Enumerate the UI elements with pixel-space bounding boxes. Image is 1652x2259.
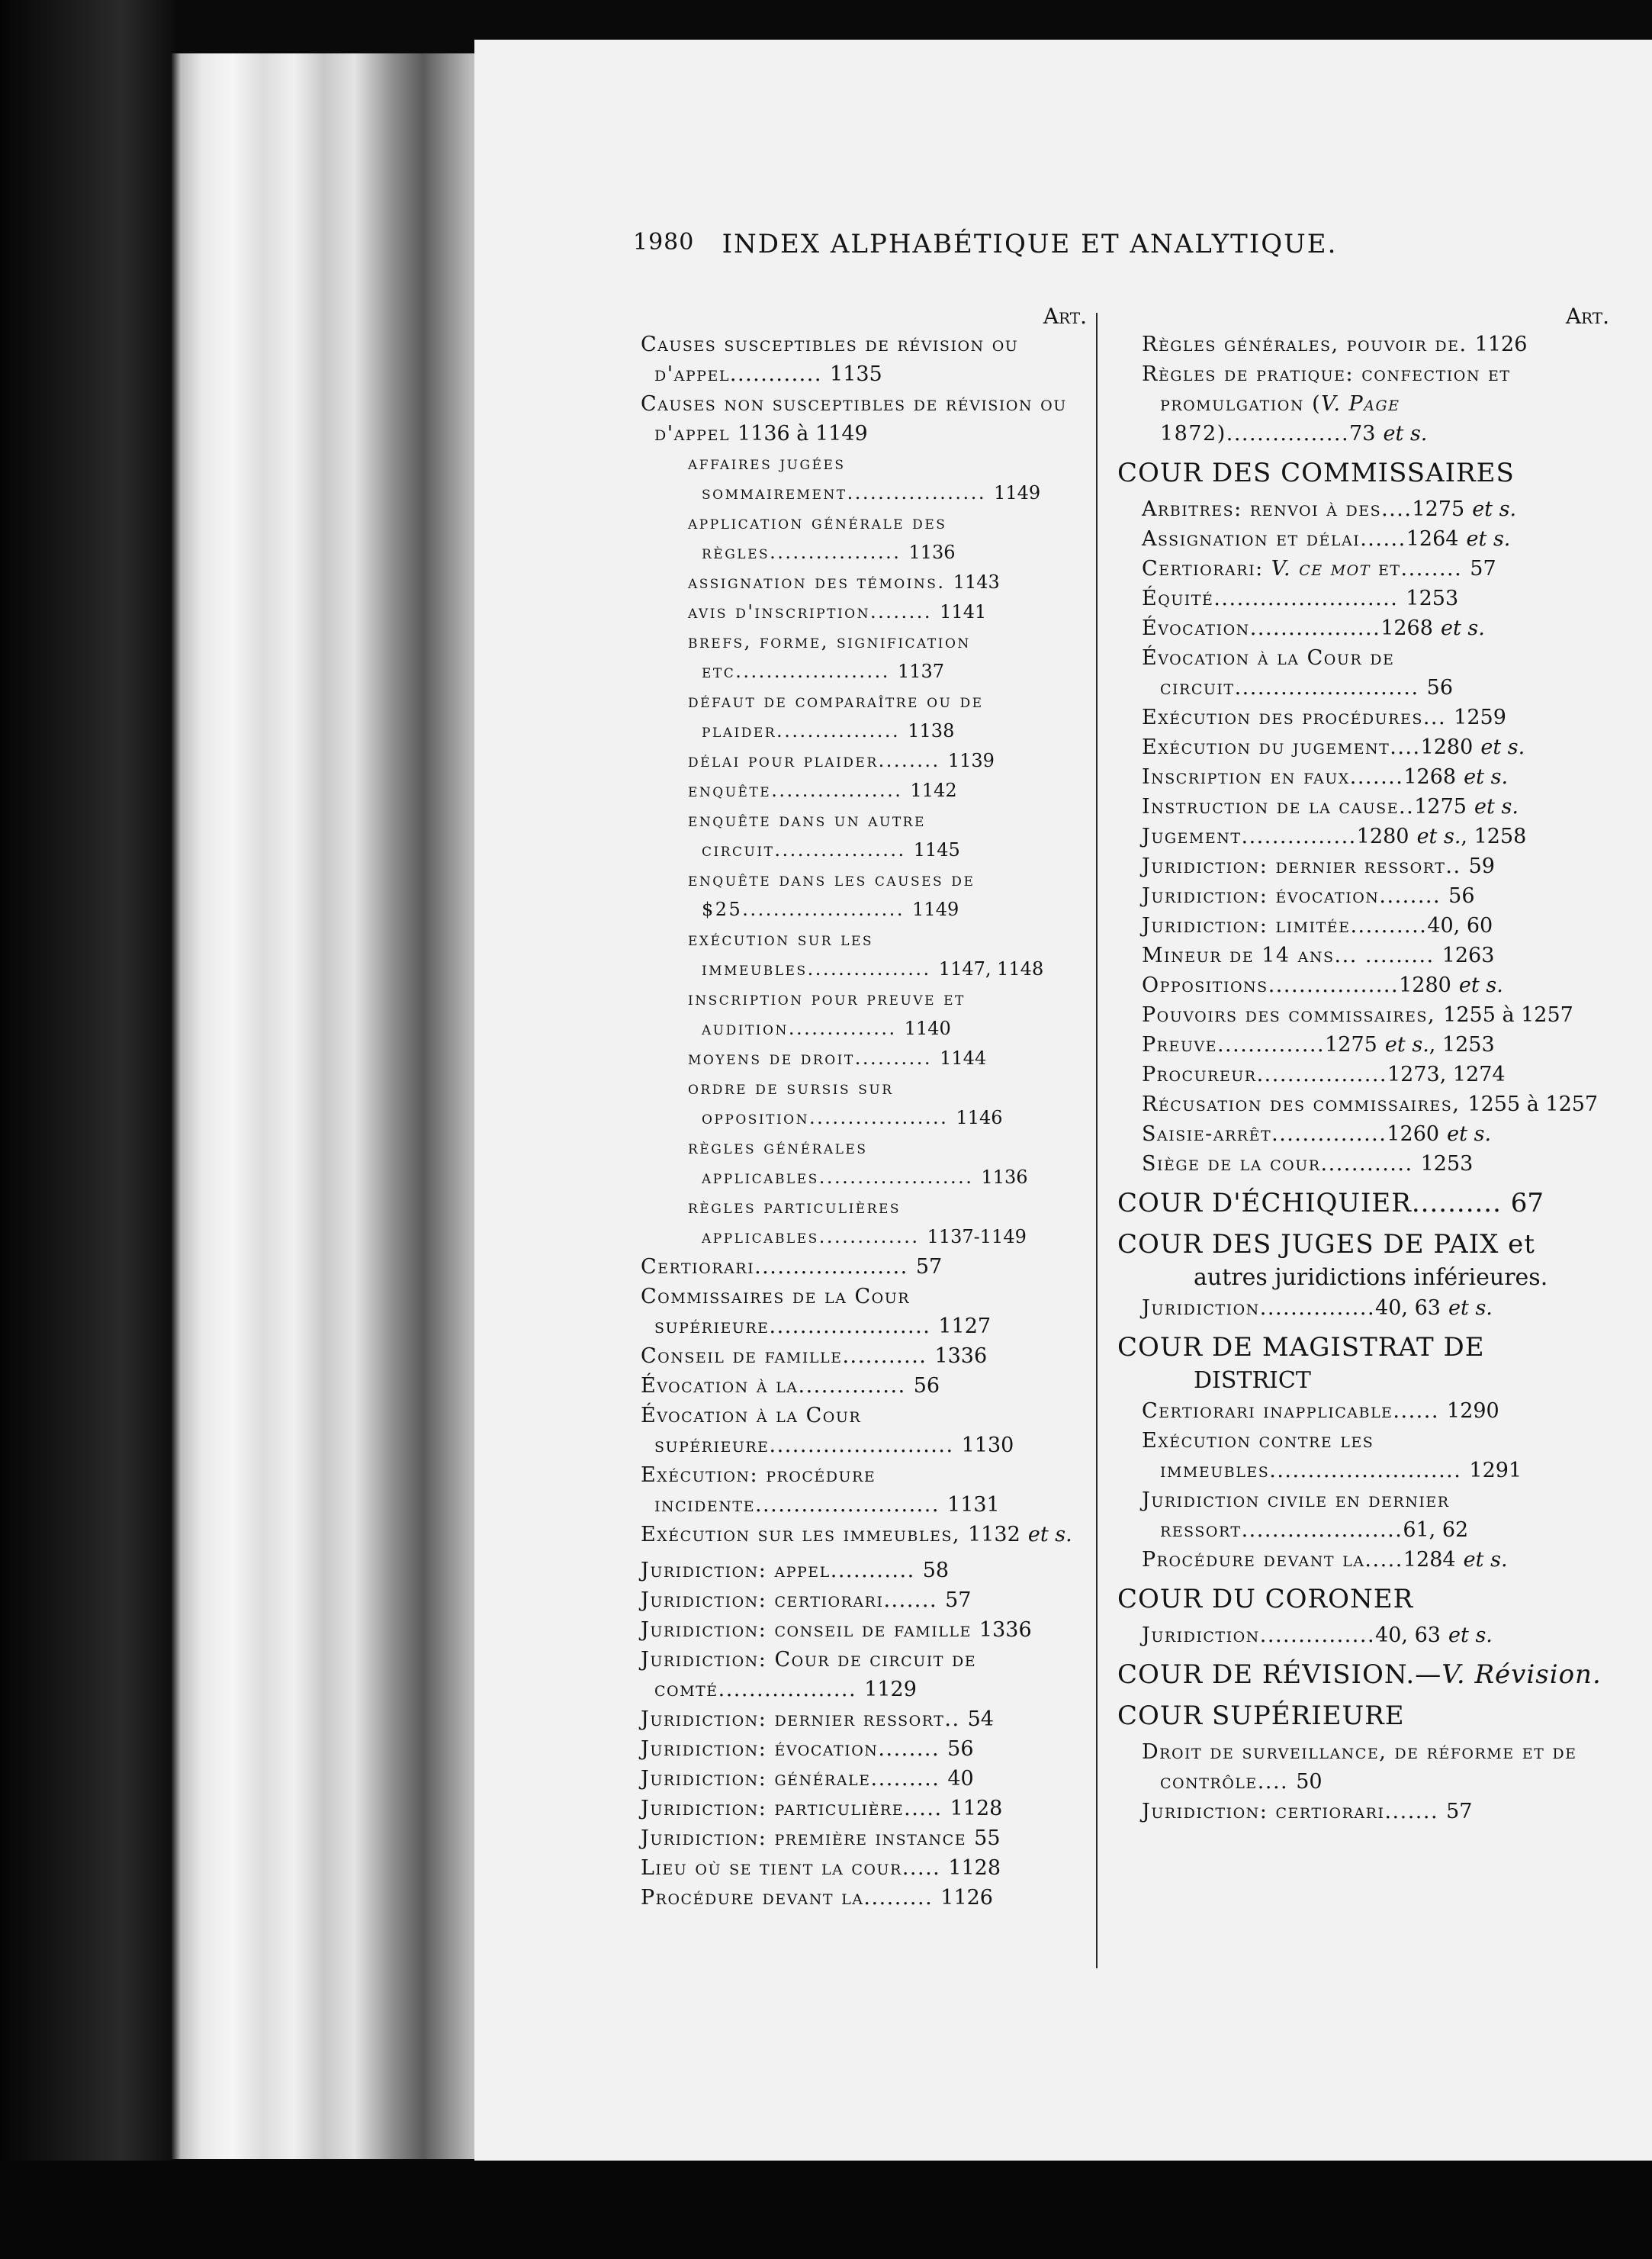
entry-heading: Instruction de la cause.. (1142, 795, 1415, 819)
entry-heading: Commissaires de la Cour supérieure..................... (641, 1285, 939, 1338)
entry-article-ref: 56 (947, 1737, 974, 1761)
entry-heading: Exécution: procédure incidente........................ (641, 1463, 948, 1517)
entry-heading: assignation des témoins. (688, 571, 953, 593)
index-entry (641, 1704, 1087, 1734)
index-entry (641, 1133, 1087, 1192)
entry-article-ref: 50 (1296, 1770, 1323, 1794)
entry-heading: inscription pour preuve et audition.............. (688, 988, 966, 1039)
entry-article-ref: 1143 (953, 571, 1000, 593)
entry-article-ref: 1253 (1420, 1152, 1474, 1176)
entry-ref-suffix: et s. (1384, 1033, 1429, 1057)
entry-article-ref: 1275 (1412, 497, 1465, 521)
entry-article-ref: 1255 à 1257 (1467, 1092, 1599, 1116)
entry-article-ref: 1137 (897, 661, 945, 682)
entry-heading: Causes susceptibles de révision ou d'appel............ (641, 333, 1019, 386)
entry-article-ref: 1128 (950, 1797, 1003, 1820)
entry-article-ref: 1264 (1406, 527, 1459, 551)
entry-article-ref: 1253 (1406, 587, 1459, 610)
index-entry (1117, 1797, 1609, 1826)
entry-article-ref: 1129 (864, 1678, 917, 1701)
index-entry (1117, 554, 1609, 584)
entry-heading: Exécution des procédures... (1142, 706, 1454, 729)
entry-article-ref: 1336 (979, 1618, 1032, 1642)
entry-ref-suffix: et s. (1416, 825, 1461, 848)
index-entry (1117, 1149, 1609, 1179)
entry-heading: Évocation à la.............. (641, 1374, 914, 1398)
page-stack-edge (172, 53, 492, 2159)
entry-heading: Saisie-arrêt............... (1142, 1122, 1387, 1146)
entry-article-ref: 1280 (1420, 735, 1474, 759)
entry-ref-extra: , 1258 (1461, 825, 1527, 848)
art-label: Art. (1043, 304, 1087, 329)
entry-heading: Règles de pratique: confection et promulgation ( (1142, 362, 1511, 416)
section-title-text: COUR DU CORONER (1117, 1584, 1414, 1614)
entry-article-ref: 59 (1468, 854, 1495, 878)
entry-heading: Juridiction: évocation........ (641, 1737, 948, 1761)
entry-article-ref: 1290 (1447, 1399, 1499, 1423)
entry-article-ref: 73 (1349, 422, 1376, 446)
entry-article-ref: 1280 (1399, 973, 1451, 997)
entry-heading: Exécution sur les immeubles, (641, 1523, 969, 1546)
entry-article-ref: 1135 (830, 362, 882, 386)
running-head (633, 229, 1426, 275)
entry-article-ref: 1142 (910, 780, 957, 801)
index-entry (1117, 732, 1609, 762)
index-entry (1117, 584, 1609, 613)
entry-article-ref: 57 (945, 1588, 972, 1612)
entry-heading: Siège de la cour............ (1142, 1152, 1421, 1176)
entry-article-ref: 1140 (904, 1018, 951, 1039)
entry-ref-extra: , 1253 (1429, 1033, 1495, 1057)
entry-article-ref: 1136 à 1149 (738, 422, 868, 446)
entry-ref-suffix: et s. (1448, 1296, 1493, 1320)
index-entry (1117, 762, 1609, 792)
entry-heading: Juridiction: certiorari....... (641, 1588, 946, 1612)
section-title-text: COUR SUPÉRIEURE (1117, 1701, 1405, 1731)
entry-heading: Juridiction: appel........... (641, 1559, 923, 1582)
index-entry (1117, 911, 1609, 941)
entry-heading: Certiorari.................... (641, 1255, 916, 1279)
entry-heading-cont: et........ (1370, 557, 1470, 581)
entry-heading: Évocation à la Cour de circuit........................ (1142, 646, 1427, 700)
index-entry (1117, 643, 1609, 703)
scan-bottom-border (0, 2161, 1652, 2259)
index-entry (641, 568, 1087, 597)
entry-article-ref: 40, 63 (1375, 1623, 1441, 1647)
entry-heading: Procureur................. (1142, 1063, 1387, 1086)
entry-heading: enquête................. (688, 780, 911, 801)
entry-article-ref: 1146 (956, 1107, 1003, 1128)
entry-article-ref: 1136 (908, 542, 956, 563)
entry-ref-suffix: et s. (1441, 616, 1485, 640)
entry-heading: règles générales applicables.................... (688, 1137, 982, 1188)
column-divider (1096, 313, 1098, 1968)
index-entry (641, 1556, 1087, 1585)
entry-heading: Juridiction: dernier ressort.. (641, 1707, 968, 1731)
entry-heading: délai pour plaider........ (688, 750, 948, 771)
entry-heading: enquête dans un autre circuit................. (688, 809, 926, 861)
entry-heading: Pouvoirs des commissaires, (1142, 1003, 1444, 1027)
entry-heading: avis d'inscription........ (688, 601, 940, 623)
entry-heading: Certiorari: (1142, 557, 1271, 581)
index-entry (641, 389, 1087, 449)
entry-heading: ordre de sursis sur opposition.................. (688, 1077, 956, 1128)
entry-article-ref: 40, 63 (1375, 1296, 1441, 1320)
entry-heading: Exécution contre les immeubles......................... (1142, 1429, 1470, 1482)
entry-article-ref: 1268 (1380, 616, 1433, 640)
entry-ref-suffix: et s. (1383, 422, 1428, 446)
entry-heading: Récusation des commissaires, (1142, 1092, 1468, 1116)
entry-article-ref: 56 (1448, 884, 1475, 908)
index-entry (641, 1883, 1087, 1913)
entry-heading: Preuve.............. (1142, 1033, 1326, 1057)
entry-article-ref: 1255 à 1257 (1443, 1003, 1573, 1027)
index-entry (641, 1823, 1087, 1853)
entry-article-ref: 56 (913, 1374, 940, 1398)
section-title-text: COUR DE MAGISTRAT DE (1117, 1332, 1485, 1363)
art-label: Art. (1565, 304, 1609, 329)
entry-heading: Juridiction: première instance (641, 1826, 975, 1850)
entry-heading: Juridiction: certiorari....... (1142, 1800, 1447, 1823)
index-entry (641, 1371, 1087, 1401)
entry-heading: Équité........................ (1142, 587, 1406, 610)
entry-heading: brefs, forme, signification etc.................... (688, 631, 971, 682)
entry-heading: Droit de surveillance, de réforme et de contrôle.... (1142, 1740, 1577, 1794)
entry-article-ref: 1136 (981, 1167, 1028, 1188)
section-title-crossref: V. Révision. (1441, 1659, 1602, 1690)
entry-article-ref: 58 (922, 1559, 950, 1582)
entry-heading: application générale des règles................. (688, 512, 947, 563)
entry-article-ref: 54 (967, 1707, 994, 1731)
section-subheading: DISTRICT (1194, 1367, 1311, 1394)
section-heading (1117, 1228, 1609, 1261)
index-entry (1117, 1545, 1609, 1575)
entry-heading: Juridiction: limitée.......... (1142, 914, 1428, 938)
index-entry (1117, 881, 1609, 911)
entry-heading: Certiorari inapplicable...... (1142, 1399, 1448, 1423)
index-entry (641, 1734, 1087, 1764)
index-entry (1117, 613, 1609, 643)
entry-heading: Juridiction: particulière..... (641, 1797, 950, 1820)
entry-article-ref: 1137-1149 (927, 1226, 1027, 1247)
entry-heading: Évocation................. (1142, 616, 1381, 640)
index-entry (1117, 822, 1609, 851)
index-entry (1117, 330, 1609, 359)
entry-heading: Assignation et délai...... (1142, 527, 1406, 551)
index-entry (1117, 1737, 1609, 1797)
index-entry (641, 508, 1087, 568)
entry-article-ref: 1147, 1148 (938, 958, 1044, 980)
entry-heading: Mineur de 14 ans... ......... (1142, 944, 1442, 967)
index-entry (1117, 1485, 1609, 1545)
entry-article-ref: 1149 (994, 482, 1041, 504)
entry-heading: exécution sur les immeubles................ (688, 928, 939, 980)
entry-article-ref: 40, 60 (1427, 914, 1493, 938)
index-entry (1117, 524, 1609, 554)
section-article-ref: 67 (1510, 1188, 1544, 1218)
index-entry (641, 1192, 1087, 1252)
entry-article-ref: 1275 (1414, 795, 1467, 819)
entry-article-ref: 1273, 1274 (1387, 1063, 1506, 1086)
entry-heading: Évocation à la Cour supérieure........................ (641, 1404, 962, 1457)
index-entry (641, 1645, 1087, 1704)
entry-article-ref: 40 (947, 1767, 974, 1791)
entry-ref-suffix: et s. (1466, 527, 1511, 551)
entry-heading: affaires jugées sommairement.................. (688, 452, 995, 504)
index-entry (1117, 1030, 1609, 1060)
entry-article-ref: 1145 (913, 839, 960, 861)
entry-article-ref: 1284 (1403, 1548, 1456, 1572)
entry-article-ref: 1126 (940, 1886, 993, 1910)
entry-heading: Juridiction: conseil de famille (641, 1618, 979, 1642)
index-entry (641, 1341, 1087, 1371)
index-entry (641, 627, 1087, 687)
entry-article-ref: 1280 (1356, 825, 1409, 848)
entry-article-ref: 1149 (912, 899, 959, 920)
page-title: INDEX ALPHABÉTIQUE ET ANALYTIQUE. (722, 229, 1338, 259)
entry-article-ref: 1263 (1441, 944, 1495, 967)
entry-heading: Conseil de famille........... (641, 1344, 935, 1368)
index-entry (1117, 1089, 1609, 1119)
entry-heading: Arbitres: renvoi à des.... (1142, 497, 1413, 521)
section-title-text: COUR DES COMMISSAIRES (1117, 458, 1515, 488)
entry-heading: Lieu où se tient la cour..... (641, 1856, 949, 1880)
entry-heading: Exécution du jugement.... (1142, 735, 1421, 759)
entry-article-ref: 1259 (1454, 706, 1506, 729)
index-entry (1117, 792, 1609, 822)
entry-heading: Juridiction: générale......... (641, 1767, 948, 1791)
index-entry (641, 776, 1087, 806)
entry-heading: Procédure devant la......... (641, 1886, 941, 1910)
page-number: 1980 (633, 229, 695, 256)
index-entry (641, 1520, 1087, 1549)
entry-heading: Juridiction: évocation........ (1142, 884, 1449, 908)
section-heading (1117, 1582, 1609, 1616)
index-entry (1117, 970, 1609, 1000)
index-entry (641, 925, 1087, 984)
entry-article-ref: 1291 (1469, 1459, 1522, 1482)
section-heading (1117, 1658, 1609, 1691)
entry-heading: Juridiction civile en dernier ressort..................... (1142, 1488, 1450, 1542)
entry-article-ref: 1126 (1474, 333, 1528, 356)
entry-heading: Inscription en faux....... (1142, 765, 1404, 789)
entry-article-ref: 1131 (947, 1493, 1000, 1517)
entry-ref-suffix: et s. (1027, 1523, 1072, 1546)
entry-article-ref: 55 (974, 1826, 1001, 1850)
index-entry (1117, 1119, 1609, 1149)
section-title-text: COUR DE RÉVISION.— (1117, 1659, 1442, 1690)
entry-article-ref: 1144 (940, 1047, 987, 1069)
entry-heading: moyens de droit.......... (688, 1047, 940, 1069)
section-heading (1117, 1699, 1609, 1733)
entry-article-ref: 61, 62 (1403, 1518, 1469, 1542)
entry-article-ref: 1139 (947, 750, 995, 771)
index-entry (641, 1764, 1087, 1794)
section-title-text: COUR D'ÉCHIQUIER.......... (1117, 1188, 1511, 1218)
index-entry (1117, 1426, 1609, 1485)
entry-article-ref: 1128 (948, 1856, 1001, 1880)
index-entry (641, 806, 1087, 865)
index-entry (641, 1073, 1087, 1133)
index-entry (1117, 359, 1609, 449)
entry-heading: Règles générales, pouvoir de. (1142, 333, 1475, 356)
entry-ref-suffix: et s. (1474, 795, 1519, 819)
entry-article-ref: 1127 (938, 1315, 992, 1338)
entry-heading: Oppositions................. (1142, 973, 1400, 997)
entry-heading: Procédure devant la..... (1142, 1548, 1403, 1572)
entry-article-ref: 1141 (940, 601, 987, 623)
entry-article-ref: 57 (915, 1255, 943, 1279)
entry-crossref: V. Page (1321, 392, 1400, 416)
index-entry (641, 1585, 1087, 1615)
entry-heading: Juridiction: Cour de circuit de comté.................. (641, 1648, 977, 1701)
section-heading (1117, 456, 1609, 490)
entry-article-ref: 57 (1446, 1800, 1473, 1823)
index-entry (1117, 1620, 1609, 1650)
index-entry (1117, 851, 1609, 881)
index-entry (641, 1853, 1087, 1883)
index-entry (641, 865, 1087, 925)
section-heading (1117, 1186, 1609, 1220)
entry-ref-suffix: et s. (1463, 1548, 1508, 1572)
entry-article-ref: 1260 (1387, 1122, 1440, 1146)
index-entry (1117, 1293, 1609, 1323)
section-subheading: autres juridictions inférieures. (1194, 1264, 1548, 1291)
index-entry (1117, 703, 1609, 732)
entry-heading: Juridiction: dernier ressort.. (1142, 854, 1469, 878)
index-entry (641, 1460, 1087, 1520)
entry-article-ref: 1268 (1403, 765, 1457, 789)
entry-ref-suffix: et s. (1480, 735, 1525, 759)
entry-heading: Juridiction............... (1142, 1623, 1376, 1647)
index-entry (641, 597, 1087, 627)
entry-heading: règles particulières applicables............. (688, 1196, 927, 1247)
index-entry (1117, 1000, 1609, 1030)
entry-heading: défaut de comparaître ou de plaider................ (688, 690, 984, 742)
entry-heading: enquête dans les causes de $25..................... (688, 869, 975, 920)
entry-ref-suffix: et s. (1458, 973, 1503, 997)
index-entry (641, 1252, 1087, 1282)
section-title-text: COUR DES JUGES DE PAIX et (1117, 1229, 1535, 1260)
index-entry (641, 449, 1087, 508)
entry-ref-suffix: et s. (1447, 1122, 1492, 1146)
index-entry (1117, 1396, 1609, 1426)
left-column (641, 301, 1087, 1913)
entry-ref-suffix: et s. (1464, 765, 1509, 789)
entry-ref-suffix: et s. (1448, 1623, 1493, 1647)
entry-article-ref: 56 (1426, 676, 1453, 700)
index-entry (1117, 494, 1609, 524)
index-entry (1117, 941, 1609, 970)
entry-heading: Jugement............... (1142, 825, 1357, 848)
entry-article-ref: 1275 (1325, 1033, 1377, 1057)
entry-article-ref: 1138 (908, 720, 955, 742)
entry-crossref: V. ce mot (1271, 557, 1371, 581)
entry-heading: Juridiction............... (1142, 1296, 1376, 1320)
index-entry (641, 984, 1087, 1044)
entry-ref-suffix: et s. (1472, 497, 1517, 521)
right-column (1117, 301, 1609, 1826)
index-entry (641, 1282, 1087, 1341)
index-entry (641, 1794, 1087, 1823)
index-entry (641, 330, 1087, 389)
entry-article-ref: 1132 (968, 1523, 1020, 1546)
book-spine-shadow (0, 0, 175, 2259)
index-entry (1117, 1060, 1609, 1089)
entry-article-ref: 1130 (961, 1434, 1014, 1457)
entry-heading: Causes non susceptibles de révision ou d'appel (641, 392, 1067, 446)
entry-heading-cont: 1872)................ (1160, 422, 1350, 446)
section-heading (1117, 1331, 1609, 1364)
index-entry (641, 1401, 1087, 1460)
entry-article-ref: 1336 (934, 1344, 988, 1368)
index-entry (641, 1615, 1087, 1645)
entry-article-ref: 57 (1470, 557, 1496, 581)
index-entry (641, 746, 1087, 776)
index-entry (641, 687, 1087, 746)
index-entry (641, 1044, 1087, 1073)
